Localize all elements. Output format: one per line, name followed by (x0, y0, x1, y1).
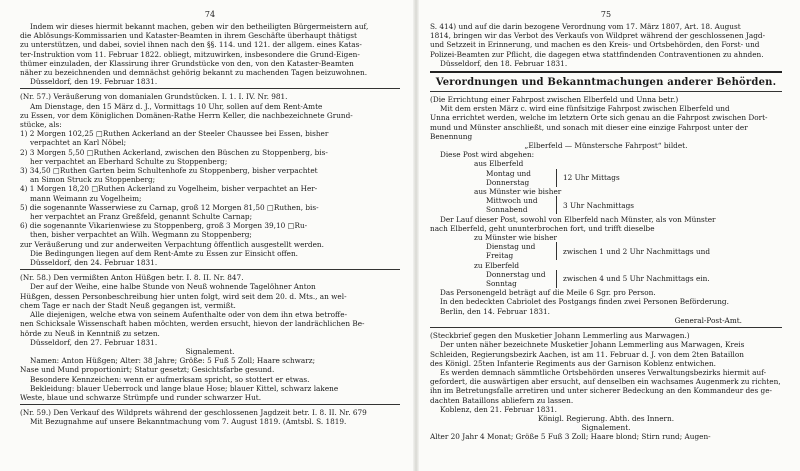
text-line: Schleiden, Regierungsbezirk Aachen, ist am 11. Februar d. J. von dem 2ten Bataillon (430, 349, 744, 359)
text-line: Benennung (430, 131, 473, 141)
text-line: näher zu bezeichnenden und demnächst gehörig bekannt zu machenden Tagen beizuwohnen. (20, 68, 368, 78)
notice-heading: (Nr. 58.) Den vermißten Anton Hüßgen betr. I. 8. II. Nr. 847. (20, 273, 244, 283)
text-line: Diese Post wird abgehen: (440, 150, 535, 160)
text-line: Nase und Mund proportionirt; Statur gesetzt; Gesichtsfarbe gesund. (20, 365, 275, 375)
right-page (430, 0, 782, 471)
list-item: 2) 3 Morgen 5,50 □Ruthen Ackerland, zwischen den Büschen zu Stoppenberg, bis- (20, 147, 328, 157)
signalement-title: Signalement. (581, 423, 631, 433)
text-line: zu Essen, vor dem Königlichen Domänen-Rathe Herrn Keller, die nachbezeichnete Grund- (20, 110, 353, 120)
text-line: Hüßgen, dessen Personbeschreibung hier unten folgt, wird seit dem 20. d. Mts., an wel- (20, 291, 347, 301)
dateline: Düsseldorf, den 27. Februar 1831. (30, 337, 158, 347)
text-line: Indem wir dieses hiermit bekannt machen, geben wir den betheiligten Bürgermeistern auf, (30, 22, 369, 31)
divider (430, 327, 782, 328)
notice-heading: (Nr. 57.) Veräußerung von domanialen Grundstücken. I. 1. I. IV. Nr. 981. (20, 92, 288, 102)
text-line: Mit dem ersten März c. wird eine fünfsitzige Fahrpost zwischen Elberfeld und (440, 104, 730, 114)
schedule-label: aus Elberfeld (474, 159, 524, 169)
text-line: Der unten näher bezeichnete Musketier Johann Lemmerling aus Marwagen, Kreis (440, 340, 745, 350)
text-line: Weste, blaue und schwarze Strümpfe und runder schwarzer Hut. (20, 392, 262, 402)
post-name: „Elberfeld — Münstersche Fahrpost“ bildet. (524, 141, 688, 151)
brace (556, 196, 557, 214)
text-line: chem Tage er nach der Stadt Neuß gegangen ist, vermißt. (20, 300, 236, 310)
text-line: Die Bedingungen liegen auf dem Rent-Amte zu Essen zur Einsicht offen. (30, 248, 299, 258)
text-line: Alle diejenigen, welche etwa von seinem Aufenthalte oder von dem ihn etwa betroffe- (30, 310, 348, 320)
text-line: Mit Bezugnahme auf unsere Bekanntmachung vom 7. August 1819. (Amtsbl. S. 1819. (30, 417, 347, 427)
text-line: Der Lauf dieser Post, sowohl von Elberfeld nach Münster, als von Münster (440, 214, 716, 224)
list-item: her verpachtet an Eberhard Schulte zu Stoppenberg; (30, 156, 228, 166)
schedule-day: Montag und (486, 168, 531, 178)
signalement-title: Signalement. (185, 346, 235, 356)
text-line: Das Personengeld beträgt auf die Meile 6 Sgr. pro Person. (440, 288, 656, 298)
schedule-time: 3 Uhr Nachmittags (563, 200, 635, 210)
text-line: zu unterstützen, und dabei, soviel ihnen nach den §§. 114. und 121. der allgem. eines Katas- (20, 40, 362, 50)
page-number: 75 (600, 10, 612, 19)
notice-heading: (Nr. 59.) Den Verkauf des Wildprets während der geschlossenen Jagdzeit betr. I. 8. II. Nr. 679 (20, 408, 367, 418)
text-line: stücke, als: (20, 120, 62, 130)
list-item: 6) die sogenannte Vikarienwiese zu Stoppenberg, groß 3 Morgen 39,10 □Ru- (20, 221, 308, 231)
authority: General-Post-Amt. (674, 315, 742, 325)
text-line: ihn im Betretungsfalle arretiren und unter sicherer Bedeckung an den Kommandeur des ge- (430, 386, 773, 396)
divider (430, 91, 782, 92)
text-line: Unna errichtet werden, welche im letztern Orte sich genau an die Fahrpost zwischen Dort- (430, 113, 768, 123)
brace (556, 169, 557, 187)
text-line: Polizei-Beamten zur Pflicht, die dagegen etwa stattfindenden Contraventionen zu ahnden. (430, 49, 764, 59)
schedule-time: zwischen 1 und 2 Uhr Nachmittags und (563, 246, 711, 256)
divider (430, 71, 782, 73)
schedule-day: Donnerstag (486, 177, 530, 187)
notice-heading: (Die Errichtung einer Fahrpost zwischen Elberfeld und Unna betr.) (430, 95, 679, 105)
text-line: Bekleidung: blauer Ueberrock und lange blaue Hose; blauer Kittel, schwarz lakene (30, 383, 339, 393)
notice-57 (20, 92, 400, 267)
text-line: nen Schicksale Wissenschaft haben möchten, werden ersucht, hievon der landrächlichen Be- (20, 319, 365, 329)
text-line: die Ablösungs-Kommissarien und Kataster-Beamten in ihrem Geschäfte überhaupt thätigst (20, 31, 357, 41)
list-item: verpachtet an Karl Nöbel; (30, 138, 127, 148)
schedule-time: zwischen 4 und 5 Uhr Nachmittags ein. (563, 274, 710, 284)
dateline: Düsseldorf, den 24. Februar 1831. (30, 258, 158, 268)
text-line: und Setzzeit in Erinnerung, und machen es den Kreis- und Ortsbehörden, den Forst- und (430, 40, 760, 50)
schedule-day: Sonntag (486, 279, 517, 289)
list-item: mann Weimann zu Vogelheim; (30, 193, 142, 203)
notice-59 (20, 408, 400, 426)
steckbrief-notice (430, 331, 782, 441)
book-gutter (413, 0, 419, 471)
text-line: Es werden demnach sämmtliche Ortsbehörden unseres Verwaltungsbezirks hiermit auf- (440, 367, 767, 377)
dateline: Berlin, den 14. Februar 1831. (440, 306, 550, 316)
list-item: 3) 34,50 □Ruthen Garten beim Schultenhofe zu Stoppenberg, bisher verpachtet (20, 166, 318, 176)
text-line: Namen: Anton Hüßgen; Alter: 38 Jahre; Größe: 5 Fuß 5 Zoll; Haare schwarz; (30, 356, 316, 366)
text-line: Am Dienstage, den 15 März d. J., Vormittags 10 Uhr, sollen auf dem Rent-Amte (30, 101, 323, 111)
text-line: gefordert, die auswärtigen aber ersucht, auf denselben ein wachsames Augenmerk zu richten, (430, 377, 781, 387)
schedule-days (486, 270, 556, 288)
fahrpost-notice (430, 95, 782, 325)
list-item: her verpachtet an Franz Greßfeld, genannt Schulte Carnap; (30, 212, 253, 222)
list-item: then, bisher verpachtet an Wilh. Wegmann zu Stoppenberg; (30, 230, 252, 240)
list-item: 5) die sogenannte Wasserwiese zu Carnap, groß 12 Morgen 81,50 □Ruthen, bis- (20, 202, 319, 212)
notice-heading: (Steckbrief gegen den Musketier Johann Lemmerling aus Marwagen.) (430, 331, 690, 341)
schedule-row (486, 270, 782, 288)
section-title: Verordnungen und Bekanntmachungen anderer Behörden. (435, 77, 777, 89)
dateline: Koblenz, den 21. Februar 1831. (440, 404, 557, 414)
page-number: 74 (204, 10, 216, 19)
text-line: zur Veräußerung und zur anderweiten Verpachtung öffentlich ausgestellt werden. (20, 239, 324, 249)
divider (20, 269, 400, 270)
text-line: Der auf der Weihe, eine halbe Stunde von Neuß wohnende Tagelöhner Anton (30, 282, 316, 292)
text-line: Alter 20 Jahr 4 Monat; Größe 5 Fuß 3 Zoll; Haare blond; Stirn rund; Augen- (430, 432, 711, 442)
schedule-row (486, 169, 782, 187)
schedule-row (486, 196, 782, 214)
continued-notice (430, 22, 782, 68)
notice-58 (20, 273, 400, 402)
schedule-days (486, 196, 556, 214)
text-line: ter-Instruktion vom 11. Februar 1822. obliegt, mitzuwirken, insbesondere die Grund-Eigen- (20, 49, 360, 59)
list-item: an Simon Struck zu Stoppenberg; (30, 175, 156, 185)
text-line: des Königl. 25ten Infanterie Regiments aus der Garnison Koblenz entwichen. (430, 358, 716, 368)
schedule-day: Donnerstag und (486, 269, 546, 279)
schedule-day: Sonnabend (486, 205, 528, 215)
list-item: 1) 2 Morgen 102,25 □Ruthen Ackerland an der Steeler Chaussee bei Essen, bisher (20, 129, 329, 139)
schedule-day: Freitag (486, 251, 514, 261)
text-line: mund und Münster anschließt, und sonach mit dieser eine einzige Fahrpost unter der (430, 122, 748, 132)
dateline: Düsseldorf, den 18. Februar 1831. (440, 58, 568, 68)
text-line: dachten Bataillons abliefern zu lassen. (430, 395, 574, 405)
schedule-days (486, 169, 556, 187)
text-line: nach Elberfeld, geht ununterbrochen fort, und trifft dieselbe (430, 223, 655, 233)
schedule-time: 12 Uhr Mittags (563, 173, 620, 183)
dateline: Düsseldorf, den 19. Februar 1831. (30, 77, 158, 87)
text-line: Besondere Kennzeichen: wenn er aufmerksam spricht, so stottert er etwas. (30, 374, 310, 384)
divider (20, 88, 400, 89)
text-line: thümer einzuladen, der Klassirung ihrer Grundstücke von den, von den Kataster-Beamten (20, 58, 354, 68)
schedule-label: zu Münster wie bisher (474, 233, 558, 243)
schedule-day: Mittwoch und (486, 196, 538, 206)
intro-paragraph (20, 22, 400, 86)
schedule-label: aus Münster wie bisher (474, 187, 562, 197)
brace (556, 270, 557, 288)
schedule-days (486, 242, 556, 260)
authority: Königl. Regierung. Abth. des Innern. (537, 413, 675, 423)
schedule-row (486, 242, 782, 260)
schedule-day: Dienstag und (486, 242, 536, 252)
list-item: 4) 1 Morgen 18,20 □Ruthen Ackerland zu Vogelheim, bisher verpachtet an Her- (20, 184, 318, 194)
schedule-label: zu Elberfeld (474, 260, 520, 270)
brace (556, 242, 557, 260)
left-page (20, 0, 400, 471)
text-line: 1814, bringen wir das Verbot des Verkaufs von Wildpret während der geschlossenen Jagd- (430, 31, 766, 41)
text-line: hörde zu Neuß in Kenntniß zu setzen. (20, 328, 160, 338)
divider (20, 404, 400, 405)
text-line: In den bedeckten Cabriolet des Postgangs finden zwei Personen Beförderung. (440, 297, 729, 307)
text-line: S. 414) und auf die darin bezogene Verordnung vom 17. März 1807, Art. 18. August (430, 22, 741, 31)
